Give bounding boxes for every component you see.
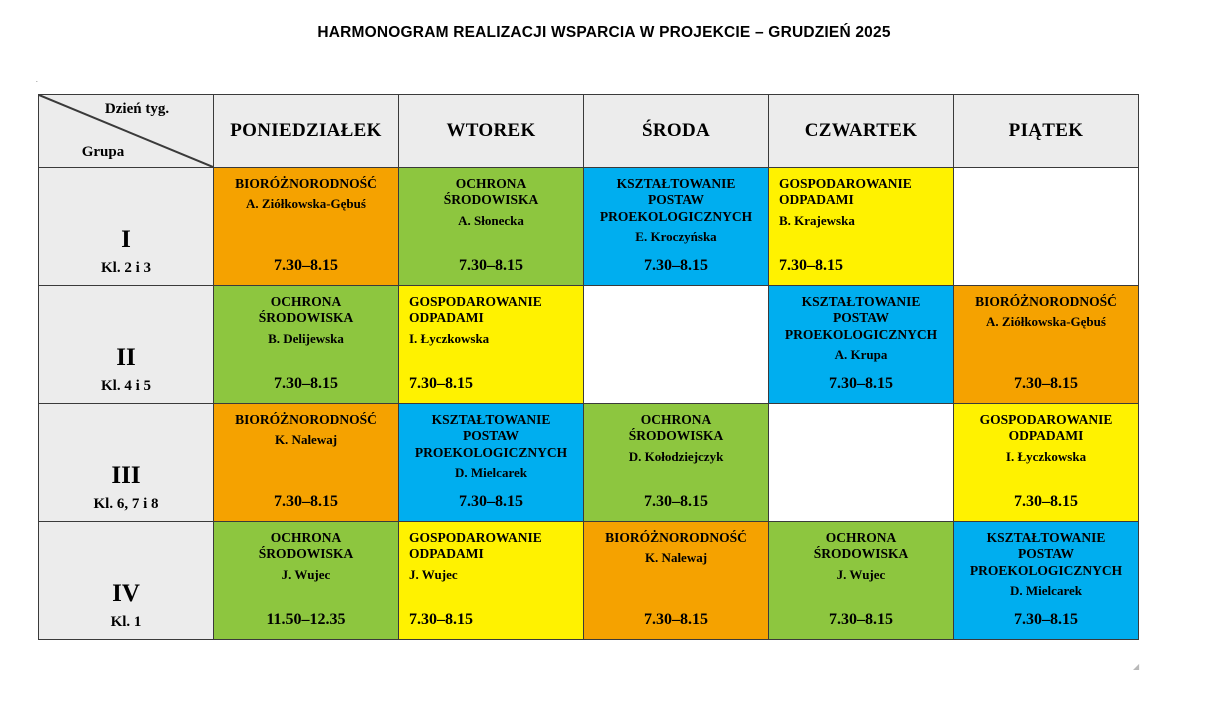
lesson-time: 7.30–8.15 [1014,611,1078,628]
group-classes-label: Kl. 4 i 5 [100,378,151,394]
lesson-teacher: I. Łyczkowska [409,330,490,346]
day-header-5: PIĄTEK [954,95,1139,168]
lesson-cell [584,168,769,286]
table-row [39,286,1139,404]
lesson-time: 7.30–8.15 [829,611,893,628]
lesson-subject: KSZTAŁTOWANIE POSTAW PROEKOLOGICZNYCH [969,530,1123,578]
lesson-teacher: J. Wujec [836,566,886,582]
lesson-cell [769,168,954,286]
group-roman-label: I [121,226,131,253]
lesson-cell [769,286,954,404]
lesson-teacher: D. Mielcarek [455,465,527,481]
lesson-cell [954,404,1139,522]
group-roman-label: II [116,344,136,371]
lesson-teacher: B. Krajewska [779,212,855,228]
group-cell [39,404,214,522]
group-cell [39,286,214,404]
lesson-time: 7.30–8.15 [644,611,708,628]
lesson-cell [214,168,399,286]
lesson-teacher: B. Delijewska [268,330,344,346]
lesson-subject: KSZTAŁTOWANIE POSTAW PROEKOLOGICZNYCH [414,412,568,460]
lesson-cell [954,286,1139,404]
lesson-subject: GOSPODAROWANIE ODPADAMI [409,530,542,562]
lesson-time: 7.30–8.15 [459,493,523,510]
lesson-time: 7.30–8.15 [779,257,843,274]
lesson-subject: GOSPODAROWANIE ODPADAMI [979,412,1113,444]
lesson-time: 7.30–8.15 [644,493,708,510]
lesson-time: 11.50–12.35 [266,611,346,628]
page-corner-mark: ◢ [1133,662,1140,671]
day-header-1: PONIEDZIAŁEK [214,95,399,168]
lesson-cell [769,522,954,640]
schedule-table [38,94,1139,640]
corner-day-label: Dzień tyg. [104,101,170,117]
lesson-subject: OCHRONA ŚRODOWISKA [628,412,724,444]
lesson-time: 7.30–8.15 [274,375,338,392]
text-cursor-mark: . [36,76,38,84]
lesson-time: 7.30–8.15 [274,257,338,274]
corner-group-label: Grupa [81,144,125,160]
lesson-cell [584,522,769,640]
lesson-teacher: K. Nalewaj [274,432,338,448]
lesson-subject: BIORÓŻNORODNOŚĆ [235,412,377,427]
lesson-subject: GOSPODAROWANIE ODPADAMI [409,294,542,326]
lesson-teacher: I. Łyczkowska [1005,448,1087,464]
group-classes-label: Kl. 1 [110,614,142,630]
lesson-cell-empty [954,168,1139,286]
table-header-row [39,95,1139,168]
group-classes-label: Kl. 2 i 3 [100,260,151,276]
lesson-subject: BIORÓŻNORODNOŚĆ [605,530,747,545]
lesson-teacher: J. Wujec [281,566,331,582]
lesson-subject: OCHRONA ŚRODOWISKA [813,530,909,562]
group-cell [39,168,214,286]
table-row [39,404,1139,522]
lesson-teacher: A. Ziółkowska-Gębuś [246,196,366,212]
day-header-3: ŚRODA [584,95,769,168]
lesson-time: 7.30–8.15 [1014,375,1078,392]
lesson-subject: KSZTAŁTOWANIE POSTAW PROEKOLOGICZNYCH [599,176,753,224]
lesson-teacher: E. Kroczyńska [635,229,717,245]
lesson-cell [399,404,584,522]
lesson-subject: GOSPODAROWANIE ODPADAMI [779,176,912,208]
lesson-time: 7.30–8.15 [274,493,338,510]
lesson-teacher: A. Słonecka [458,212,524,228]
table-row [39,522,1139,640]
lesson-cell-empty [584,286,769,404]
lesson-teacher: D. Mielcarek [1010,583,1082,599]
group-roman-label: IV [112,580,140,607]
page-title: HARMONOGRAM REALIZACJI WSPARCIA W PROJEKCIE – GRUDZIEŃ 2025 [317,24,891,41]
lesson-teacher: J. Wujec [409,566,458,582]
lesson-subject: KSZTAŁTOWANIE POSTAW PROEKOLOGICZNYCH [784,294,938,342]
lesson-cell [399,522,584,640]
lesson-subject: OCHRONA ŚRODOWISKA [443,176,539,208]
lesson-teacher: D. Kołodziejczyk [628,448,724,464]
lesson-cell [584,404,769,522]
lesson-teacher: K. Nalewaj [644,550,708,566]
lesson-subject: OCHRONA ŚRODOWISKA [258,294,354,326]
group-cell [39,522,214,640]
lesson-cell [399,168,584,286]
lesson-time: 7.30–8.15 [1014,493,1078,510]
lesson-time: 7.30–8.15 [459,257,523,274]
lesson-subject: BIORÓŻNORODNOŚĆ [975,294,1117,309]
group-roman-label: III [111,462,141,489]
lesson-teacher: A. Ziółkowska-Gębuś [986,314,1106,330]
lesson-cell [954,522,1139,640]
table-row [39,168,1139,286]
lesson-time: 7.30–8.15 [644,257,708,274]
day-header-2: WTOREK [399,95,584,168]
lesson-cell [214,404,399,522]
lesson-time: 7.30–8.15 [409,375,473,392]
day-header-4: CZWARTEK [769,95,954,168]
group-classes-label: Kl. 6, 7 i 8 [93,496,159,512]
lesson-time: 7.30–8.15 [829,375,893,392]
lesson-cell-empty [769,404,954,522]
lesson-teacher: A. Krupa [834,347,888,363]
corner-header-cell [39,95,214,168]
lesson-subject: BIORÓŻNORODNOŚĆ [235,176,377,191]
lesson-cell [399,286,584,404]
lesson-cell [214,286,399,404]
lesson-time: 7.30–8.15 [409,611,473,628]
lesson-subject: OCHRONA ŚRODOWISKA [258,530,354,562]
lesson-cell [214,522,399,640]
